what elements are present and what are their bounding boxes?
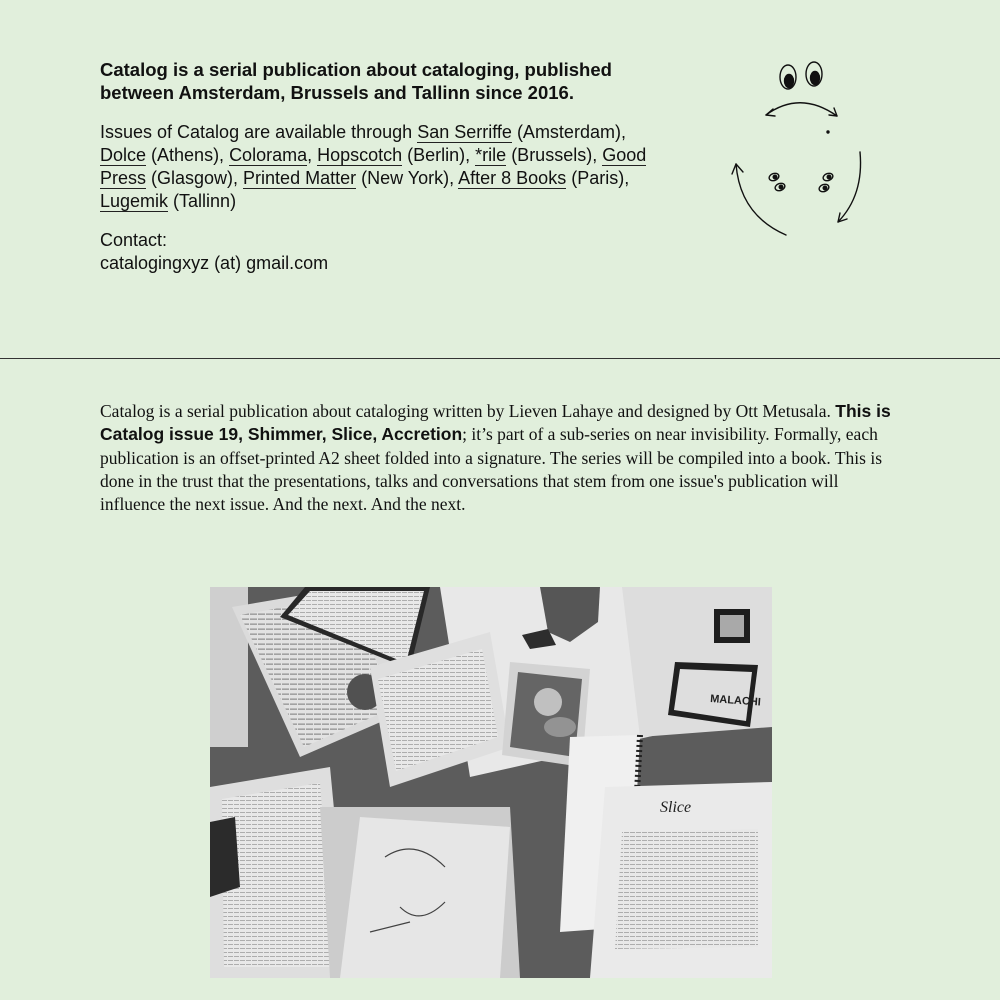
stockist-link-rile[interactable]: *rile	[475, 145, 507, 165]
description-part-1: Catalog is a serial publication about cataloging written by Lieven Lahaye and designed by Ott Metusala.	[100, 401, 836, 421]
stockist-link-san-serriffe[interactable]: San Serriffe	[417, 122, 512, 142]
poster-text: MALACHI	[709, 693, 762, 709]
stockist-link-hopscotch[interactable]: Hopscotch	[317, 145, 403, 165]
stockist-city: (New York),	[356, 168, 459, 188]
stockist-city: (Amsterdam),	[511, 122, 626, 142]
publication-photo	[210, 587, 772, 978]
stockist-link-good-press[interactable]: Good Press	[100, 145, 647, 188]
stockist-city: (Athens),	[146, 145, 230, 165]
stockist-link-dolce[interactable]: Dolce	[100, 145, 147, 165]
description-part-2: ; it’s part of a sub-series on near invisibility. Formally, each publication is an offset-printed A2 sheet folded into a signature. The series will be compiled into a book. This is done in the trust that the presentations, talks and conversations that stem from one issue's publication will influence the next issue. And the next. And the next.	[100, 424, 883, 515]
stockist-city: (Berlin),	[402, 145, 476, 165]
stockist-city: (Paris),	[566, 168, 630, 188]
contact-email[interactable]: catalogingxyz (at) gmail.com	[100, 253, 329, 273]
intro-title: Catalog is a serial publication about cataloging, published between Amsterdam, Brussels and Tallinn since 2016.	[100, 59, 612, 103]
contact-block	[100, 229, 660, 275]
section-divider	[0, 358, 1000, 359]
issue-title: This is Catalog issue 19, Shimmer, Slice, Accretion	[100, 401, 891, 445]
intro-block	[100, 58, 660, 275]
stockist-link-colorama[interactable]: Colorama	[229, 145, 308, 165]
stockist-link-printed-matter[interactable]: Printed Matter	[243, 168, 357, 188]
face-doodle-icon	[720, 50, 880, 250]
stockists-paragraph	[100, 121, 660, 213]
note-text: Slice	[660, 799, 692, 816]
stockist-city: (Tallinn)	[168, 191, 237, 211]
stockist-city: ,	[307, 145, 318, 165]
stockist-city: (Brussels),	[506, 145, 603, 165]
stockist-link-after-8-books[interactable]: After 8 Books	[458, 168, 567, 188]
stockist-city: (Glasgow),	[146, 168, 244, 188]
description-paragraph	[100, 400, 900, 516]
stockist-link-lugemik[interactable]: Lugemik	[100, 191, 169, 211]
header-section	[0, 0, 1000, 358]
contact-label: Contact:	[100, 230, 168, 250]
stockists-prefix: Issues of Catalog are available through	[100, 122, 418, 142]
